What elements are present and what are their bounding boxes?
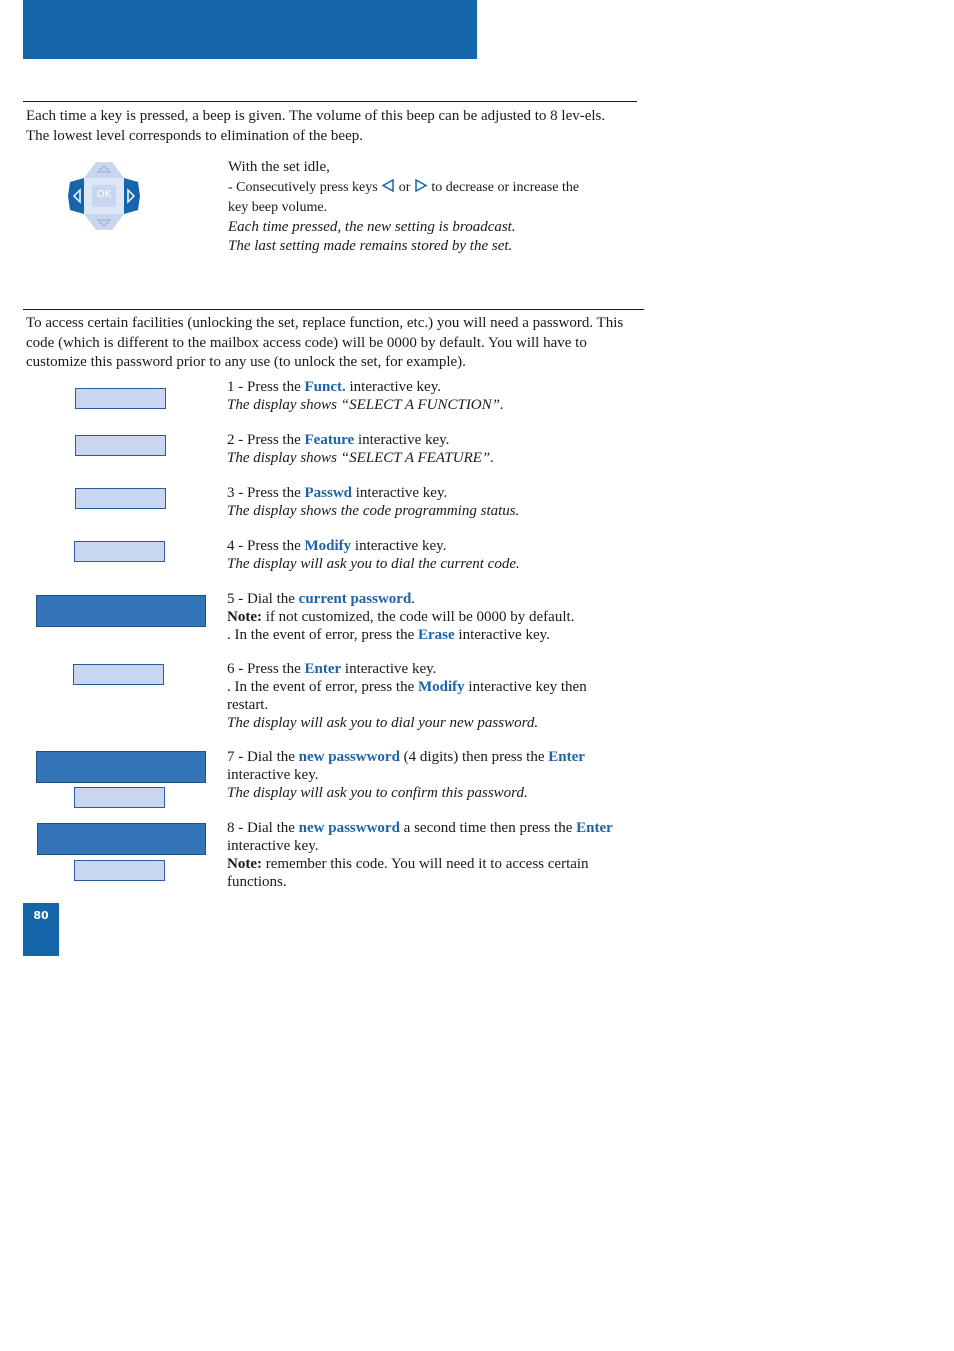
beep-instructions <box>228 158 628 257</box>
error-keyword: Modify <box>418 679 465 695</box>
section-rule <box>23 101 637 102</box>
header-bar <box>23 0 477 59</box>
step-text <box>227 378 637 396</box>
step-2 <box>227 431 637 467</box>
step-text-post: interactive key. <box>354 432 450 448</box>
step-5 <box>227 590 637 644</box>
page-number: 80 <box>23 903 59 956</box>
left-arrow-key-icon <box>381 179 395 199</box>
error-text-post: interactive key then <box>464 679 587 695</box>
note-text: remember this code. You will need it to access certain <box>261 856 589 872</box>
step-text <box>227 819 642 837</box>
beep-line-2 <box>228 178 628 199</box>
step-text-post: interactive key. <box>345 379 441 395</box>
step-keyword: Passwd <box>304 485 353 501</box>
step-keyword-2: Enter <box>576 820 613 836</box>
step-3 <box>227 484 637 520</box>
passwd-key[interactable] <box>75 488 166 509</box>
beep-line-2-a: - Consecutively press keys <box>228 179 378 195</box>
step-text-post: . <box>411 591 416 607</box>
error-text-pre: . In the event of error, press the <box>227 627 418 643</box>
step-text-post: interactive key. <box>352 485 448 501</box>
right-arrow-key-icon <box>414 179 428 199</box>
step-note: The display will ask you to confirm this password. <box>227 785 528 801</box>
step-text <box>227 431 637 449</box>
step-keyword: Enter <box>304 661 342 677</box>
display-screen <box>36 595 206 627</box>
navigator-keypad-icon <box>66 158 142 234</box>
note-text-cont: functions. <box>227 874 287 890</box>
beep-line-2-or: or <box>398 179 411 195</box>
step-text-pre: 8 - Dial the <box>227 820 299 836</box>
step-text-pre: 1 - Press the <box>227 379 305 395</box>
step-text-pre: 2 - Press the <box>227 432 305 448</box>
step-note: The display shows “SELECT A FEATURE”. <box>227 450 494 466</box>
step-text-pre: 7 - Dial the <box>227 749 299 765</box>
beep-line-5: The last setting made remains stored by the set. <box>228 238 513 254</box>
step-text-cont: interactive key. <box>227 767 319 783</box>
step-note: The display will ask you to dial the current code. <box>227 556 520 572</box>
error-text-post: interactive key. <box>454 627 550 643</box>
step-note: The display shows “SELECT A FUNCTION”. <box>227 397 504 413</box>
step-8 <box>227 819 642 891</box>
step-keyword: Funct. <box>304 379 346 395</box>
step-keyword: current password <box>298 591 412 607</box>
step-note <box>227 608 637 626</box>
error-keyword: Erase <box>418 627 455 643</box>
section-rule <box>23 309 644 310</box>
step-error <box>227 678 637 696</box>
step-keyword: new passwword <box>298 749 400 765</box>
step-text <box>227 590 637 608</box>
note-label: Note: <box>227 856 262 872</box>
step-text-post: interactive key. <box>341 661 437 677</box>
step-text <box>227 537 637 555</box>
display-screen <box>36 751 206 783</box>
modify-key[interactable] <box>74 541 165 562</box>
ok-key-label: OK <box>96 189 112 200</box>
step-keyword: Feature <box>304 432 355 448</box>
step-text-pre: 5 - Dial the <box>227 591 299 607</box>
enter-key[interactable] <box>74 860 165 881</box>
note-label: Note: <box>227 609 262 625</box>
step-text-mid: (4 digits) then press the <box>399 749 549 765</box>
step-6 <box>227 660 637 732</box>
feature-key[interactable] <box>75 435 166 456</box>
step-text-pre: 6 - Press the <box>227 661 305 677</box>
step-note: The display will ask you to dial your new password. <box>227 715 539 731</box>
step-text-cont: interactive key. <box>227 838 319 854</box>
step-text <box>227 748 637 766</box>
beep-line-4: Each time pressed, the new setting is broadcast. <box>228 218 516 235</box>
step-note: The display shows the code programming status. <box>227 503 520 519</box>
step-error <box>227 626 637 644</box>
error-text-pre: . In the event of error, press the <box>227 679 418 695</box>
step-text-mid: a second time then press the <box>399 820 577 836</box>
password-intro: To access certain facilities (unlocking the set, replace function, etc.) you will need a password. This code (which is different to the mailbox access code) will be 0000 by default. You will have to customize this password prior to any use (to unlock the set, for example). <box>26 315 624 370</box>
step-text <box>227 484 637 502</box>
step-7 <box>227 748 637 802</box>
beep-line-3: key beep volume. <box>228 200 328 215</box>
step-4 <box>227 537 637 573</box>
display-screen <box>37 823 206 855</box>
enter-key[interactable] <box>74 787 165 808</box>
funct-key[interactable] <box>75 388 166 409</box>
step-note <box>227 855 642 873</box>
error-text-cont: restart. <box>227 697 269 713</box>
beep-line-2-b: to decrease or increase the <box>431 179 580 195</box>
step-text-pre: 4 - Press the <box>227 538 305 554</box>
step-text-post: interactive key. <box>351 538 447 554</box>
step-text-pre: 3 - Press the <box>227 485 305 501</box>
beep-line-1: With the set idle, <box>228 159 330 175</box>
enter-key[interactable] <box>73 664 164 685</box>
step-keyword: Modify <box>304 538 352 554</box>
note-text: if not customized, the code will be 0000 by default. <box>261 609 575 625</box>
step-1 <box>227 378 637 414</box>
step-text <box>227 660 637 678</box>
beep-intro: Each time a key is pressed, a beep is given. The volume of this beep can be adjusted to 8 lev-els. The lowest level corresponds to elimination of the beep. <box>26 108 606 144</box>
step-keyword: new passwword <box>298 820 400 836</box>
step-keyword-2: Enter <box>548 749 585 765</box>
